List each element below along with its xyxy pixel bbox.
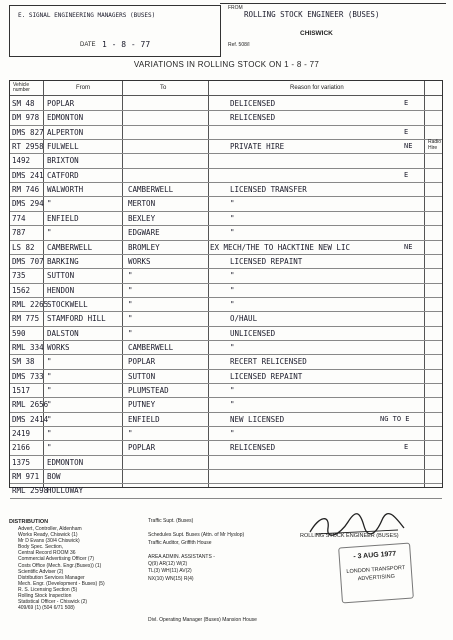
cell-to: POPLAR bbox=[128, 443, 156, 453]
cell-vehicle: RML 2598 bbox=[12, 486, 49, 496]
cell-to: BROMLEY bbox=[128, 242, 160, 252]
cell-to: " bbox=[128, 299, 133, 309]
cell-vehicle: SM 48 bbox=[12, 99, 35, 108]
cell-vehicle: RT 2958 bbox=[12, 142, 44, 152]
cell-vehicle: RML 2265 bbox=[12, 299, 49, 309]
distribution-item: Traffic Auditor, Griffith House bbox=[148, 539, 212, 546]
cell-from: BOW bbox=[47, 472, 61, 482]
col-header-reason: Reason for variation bbox=[290, 85, 344, 91]
row-rule bbox=[10, 225, 442, 226]
cell-from: POPLAR bbox=[47, 99, 75, 108]
cell-from: " bbox=[47, 371, 52, 381]
cell-vehicle: DMS 827 bbox=[12, 127, 44, 137]
cell-to: WORKS bbox=[128, 256, 151, 266]
row-rule bbox=[10, 110, 442, 111]
cell-vehicle: DMS 707 bbox=[12, 256, 44, 266]
cell-to: EDGWARE bbox=[128, 228, 160, 238]
row-rule bbox=[10, 383, 442, 384]
cell-from: EDMONTON bbox=[47, 113, 84, 123]
cell-reason: RECERT RELICENSED bbox=[230, 357, 307, 367]
row-rule bbox=[10, 153, 442, 154]
cell-vehicle: RM 775 bbox=[12, 314, 40, 324]
cell-reason: " bbox=[230, 342, 235, 352]
row-rule bbox=[10, 196, 442, 197]
row-rule bbox=[10, 240, 442, 241]
cell-from: DALSTON bbox=[47, 328, 79, 338]
cell-to: " bbox=[128, 429, 133, 439]
cell-to: ENFIELD bbox=[128, 414, 160, 424]
cell-from: EDMONTON bbox=[47, 457, 84, 467]
row-rule bbox=[10, 412, 442, 413]
distribution-item: Body Spec. Section, bbox=[18, 544, 64, 551]
stamp-line1: LONDON TRANSPORT bbox=[346, 564, 406, 576]
cell-vehicle: DMS 733 bbox=[12, 371, 44, 381]
variations-table bbox=[9, 80, 443, 496]
distribution-item: Traffic Supt. (Buses) bbox=[148, 518, 194, 524]
cell-mark: E bbox=[404, 99, 409, 107]
cell-reason: RELICENSED bbox=[230, 113, 276, 123]
row-rule bbox=[10, 125, 442, 126]
cell-reason: UNLICENSED bbox=[230, 328, 276, 338]
cell-vehicle: 1562 bbox=[12, 285, 31, 295]
row-rule bbox=[10, 455, 442, 456]
distribution-item: Rolling Stock Inspection bbox=[18, 593, 72, 600]
cell-to: POPLAR bbox=[128, 357, 156, 367]
row-rule bbox=[10, 168, 442, 169]
cell-from: CAMBERWELL bbox=[47, 242, 93, 252]
cell-vehicle: RML 2656 bbox=[12, 400, 49, 410]
cell-reason: " bbox=[230, 299, 235, 309]
cell-to: CAMBERWELL bbox=[128, 185, 174, 195]
cell-reason: PRIVATE HIRE bbox=[230, 142, 285, 152]
cell-reason: " bbox=[230, 429, 235, 439]
cell-mark: E bbox=[404, 443, 409, 452]
cell-from: " bbox=[47, 414, 52, 424]
document-title: VARIATIONS IN ROLLING STOCK ON 1 - 8 - 77 bbox=[133, 60, 320, 69]
cell-from: ENFIELD bbox=[47, 213, 79, 223]
row-rule bbox=[10, 211, 442, 212]
cell-to: MERTON bbox=[128, 199, 156, 209]
reference: Ref. 508/I bbox=[228, 42, 250, 48]
distribution-item: R. S. Licensing Section (5) bbox=[18, 586, 78, 593]
row-rule bbox=[10, 369, 442, 370]
cell-reason: NEW LICENSED bbox=[230, 414, 285, 424]
cell-vehicle: LS 82 bbox=[12, 242, 35, 252]
col-header-from: From bbox=[76, 85, 90, 91]
row-rule bbox=[10, 397, 442, 398]
cell-from: " bbox=[47, 386, 52, 395]
row-rule bbox=[10, 182, 442, 183]
cell-reason: " bbox=[230, 228, 235, 238]
cell-to: BEXLEY bbox=[128, 213, 156, 223]
cell-reason: " bbox=[230, 199, 235, 209]
cell-vehicle: 590 bbox=[12, 328, 26, 338]
cell-vehicle: RM 746 bbox=[12, 185, 40, 195]
cell-vehicle: 1517 bbox=[12, 386, 31, 395]
row-rule bbox=[10, 297, 442, 298]
cell-vehicle: 1492 bbox=[12, 156, 31, 166]
distribution-item bbox=[148, 547, 244, 554]
distribution-item: Q(9) AR(12) W(2) bbox=[148, 561, 188, 568]
cell-reason: LICENSED REPAINT bbox=[230, 256, 303, 266]
cell-reason: LICENSED TRANSFER bbox=[230, 185, 307, 195]
cell-mark: E bbox=[404, 170, 409, 179]
cell-reason: " bbox=[230, 285, 235, 295]
cell-reason: " bbox=[230, 386, 235, 395]
cell-to: " bbox=[128, 328, 133, 338]
date-value: 1 - 8 - 77 bbox=[102, 40, 151, 49]
cell-vehicle: 774 bbox=[12, 213, 26, 223]
distribution-item bbox=[148, 525, 244, 532]
from-label: FROM bbox=[228, 5, 243, 11]
distribution-item: NX(10) WN(15) R(4) bbox=[148, 575, 194, 582]
cell-reason: " bbox=[230, 213, 235, 223]
cell-from: HOLLOWAY bbox=[47, 486, 84, 496]
cell-vehicle: 735 bbox=[12, 271, 26, 281]
from-location: CHISWICK bbox=[300, 30, 333, 37]
row-rule bbox=[10, 483, 442, 484]
distribution-item: Works Ready, Chiswick (1) bbox=[18, 532, 78, 539]
distribution-item: Mr D Evans (30/4 Chiswick) bbox=[18, 538, 80, 545]
cell-to: " bbox=[128, 314, 133, 324]
cell-from: WALWORTH bbox=[47, 185, 84, 195]
distribution-item: Commercial Advertising Officer (7) bbox=[18, 556, 95, 563]
distribution-item: 409/69 (1) (504 6/71 508) bbox=[18, 605, 75, 612]
cell-from: " bbox=[47, 357, 52, 367]
distribution-item: Costs Office (Mech. Engr.(Buses)) (1) bbox=[18, 562, 102, 569]
distribution-item: Scientific Adviser (2) bbox=[18, 568, 64, 575]
row-rule bbox=[10, 354, 442, 355]
cell-from: FULWELL bbox=[47, 142, 79, 152]
to-line: E. SIGNAL ENGINEERING MANAGERS (BUSES) bbox=[18, 12, 156, 19]
cell-from: BARKING bbox=[47, 256, 79, 266]
distribution-item: Schedules Supt. Buses (Attn. of Mr Hyslop) bbox=[148, 532, 245, 539]
distribution-item: Distribution Services Manager bbox=[18, 574, 85, 581]
cell-from: WORKS bbox=[47, 342, 70, 352]
cell-reason: DELICENSED bbox=[230, 99, 276, 108]
cell-vehicle: SM 38 bbox=[12, 357, 35, 367]
row-rule bbox=[10, 469, 442, 470]
cell-vehicle: 2166 bbox=[12, 443, 31, 453]
cell-vehicle: RML 334 bbox=[12, 342, 44, 352]
cell-reason: " bbox=[230, 400, 235, 410]
distribution-item: Statistical Officer - Chiswick (2) bbox=[18, 599, 88, 606]
row-rule bbox=[10, 283, 442, 284]
from-value: ROLLING STOCK ENGINEER (BUSES) bbox=[244, 10, 380, 19]
row-rule bbox=[10, 498, 442, 499]
distribution-item: Mech. Engr. (Development - Buses) (5) bbox=[18, 580, 105, 587]
stamp-date: - 3 AUG 1977 bbox=[353, 550, 397, 561]
cell-from: SUTTON bbox=[47, 271, 75, 281]
row-rule bbox=[10, 440, 442, 441]
cell-to: " bbox=[128, 285, 133, 295]
distribution-item: AREA ADMIN. ASSISTANTS - bbox=[148, 554, 215, 561]
distribution-item: Central Record ROOM 36 bbox=[18, 550, 76, 557]
row-rule bbox=[10, 254, 442, 255]
cell-from: STAMFORD HILL bbox=[47, 314, 106, 324]
cell-reason: RELICENSED bbox=[230, 443, 276, 453]
stamp-line2: ADVERTISING bbox=[357, 573, 396, 583]
cell-to: SUTTON bbox=[128, 371, 156, 381]
cell-to: CAMBERWELL bbox=[128, 342, 174, 352]
cell-from: ALPERTON bbox=[47, 127, 84, 137]
cell-vehicle: 1375 bbox=[12, 457, 31, 467]
cell-from: " bbox=[47, 199, 52, 209]
cell-to: " bbox=[128, 271, 133, 281]
distribution-item: TL(3) WH(11) AV(2) bbox=[148, 568, 192, 575]
cell-to: PUTNEY bbox=[128, 400, 156, 410]
cell-from: " bbox=[47, 400, 52, 410]
row-rule bbox=[10, 326, 442, 327]
signature-title: ROLLING STOCK ENGINEER (BUSES) bbox=[300, 533, 399, 539]
row-rule bbox=[10, 139, 442, 140]
cell-vehicle: 2419 bbox=[12, 429, 31, 439]
cell-mark: NE bbox=[404, 142, 413, 151]
distribution-middle-list bbox=[148, 518, 244, 583]
cell-from: BRIXTON bbox=[47, 156, 79, 166]
margin-note: Radio Hire bbox=[428, 139, 442, 151]
cell-vehicle: DMS 294 bbox=[12, 199, 44, 209]
row-rule bbox=[10, 426, 442, 427]
date-stamp bbox=[338, 543, 414, 604]
cell-vehicle: DMS 241 bbox=[12, 170, 44, 180]
cell-mark: E bbox=[404, 127, 409, 136]
cell-reason: " bbox=[230, 271, 235, 281]
cell-to: PLUMSTEAD bbox=[128, 386, 169, 395]
distribution-left-list bbox=[18, 526, 105, 611]
cell-from: " bbox=[47, 429, 52, 439]
cell-reason: LICENSED REPAINT bbox=[230, 371, 303, 381]
row-rule bbox=[10, 311, 442, 312]
cell-mark: NG TO E bbox=[380, 414, 410, 423]
cell-vehicle: RM 971 bbox=[12, 472, 40, 482]
cell-from: " bbox=[47, 228, 52, 238]
cell-vehicle: DM 978 bbox=[12, 113, 40, 123]
cell-reason: O/HAUL bbox=[230, 314, 258, 324]
distribution-item: Advert, Controller, Aldenham bbox=[18, 526, 82, 532]
row-rule bbox=[10, 340, 442, 341]
cell-reason: EX MECH/THE TO HACKTINE NEW LIC bbox=[210, 242, 350, 252]
cell-from: STOCKWELL bbox=[47, 299, 88, 309]
cell-vehicle: 787 bbox=[12, 228, 26, 238]
col-header-to: To bbox=[160, 85, 167, 91]
distribution-heading: DISTRIBUTION bbox=[9, 519, 49, 525]
date-label: DATE bbox=[80, 42, 96, 48]
col-header-vehicle: Vehicle number bbox=[13, 82, 30, 93]
cell-from: CATFORD bbox=[47, 170, 79, 180]
cell-from: " bbox=[47, 443, 52, 453]
distribution-footer: Divl. Operating Manager (Buses) Mansion House bbox=[148, 617, 257, 623]
cell-vehicle: DMS 2414 bbox=[12, 414, 49, 424]
cell-mark: NE bbox=[404, 242, 413, 251]
row-rule bbox=[10, 268, 442, 269]
cell-from: HENDON bbox=[47, 285, 75, 295]
